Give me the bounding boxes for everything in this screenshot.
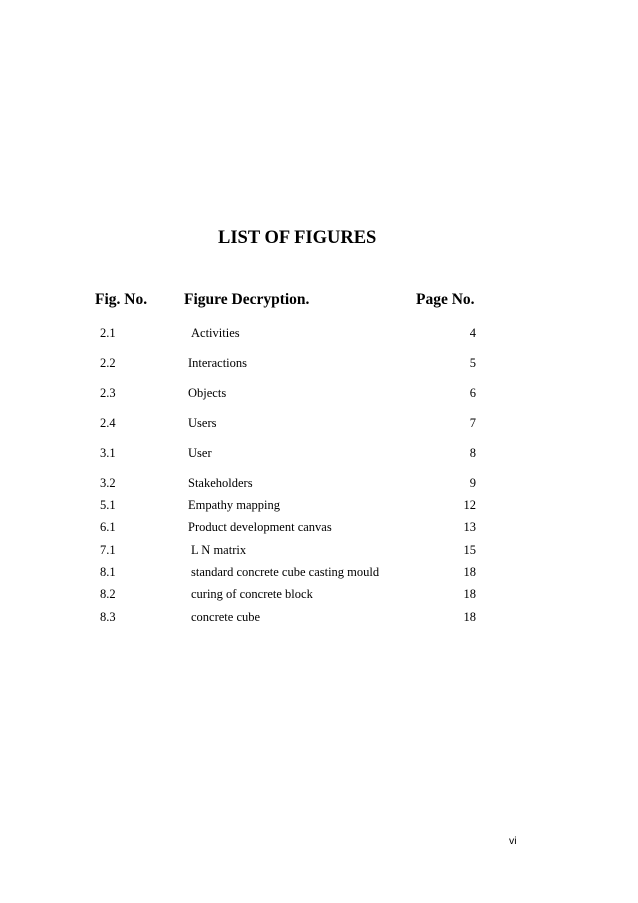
fig-description: concrete cube bbox=[191, 610, 261, 624]
fig-number: 8.3 bbox=[100, 610, 116, 624]
figure-row bbox=[0, 610, 638, 628]
fig-page: 6 bbox=[469, 386, 476, 400]
fig-number: 6.1 bbox=[100, 520, 116, 534]
fig-page: 7 bbox=[469, 416, 476, 430]
fig-description: L N matrix bbox=[191, 543, 247, 557]
figure-row bbox=[0, 446, 638, 464]
fig-description: Empathy mapping bbox=[188, 498, 280, 512]
fig-description: standard concrete cube casting mould bbox=[191, 565, 380, 579]
figure-row bbox=[0, 416, 638, 434]
fig-page: 12 bbox=[463, 498, 476, 512]
fig-description: User bbox=[188, 446, 212, 460]
figure-row bbox=[0, 520, 638, 538]
fig-number: 2.1 bbox=[100, 326, 116, 340]
fig-page: 5 bbox=[469, 356, 476, 370]
fig-number: 3.2 bbox=[100, 476, 116, 490]
figure-row bbox=[0, 476, 638, 494]
page-number: vi bbox=[509, 835, 517, 847]
page-title: LIST OF FIGURES bbox=[218, 228, 377, 248]
fig-page: 8 bbox=[469, 446, 476, 460]
fig-page: 4 bbox=[469, 326, 476, 340]
fig-number: 7.1 bbox=[100, 543, 116, 557]
figure-row bbox=[0, 565, 638, 583]
figure-row bbox=[0, 386, 638, 404]
header-description: Figure Decryption. bbox=[184, 291, 310, 308]
fig-description: Product development canvas bbox=[188, 520, 332, 534]
fig-description: Activities bbox=[191, 326, 240, 340]
figure-row bbox=[0, 543, 638, 561]
figure-row bbox=[0, 498, 638, 516]
figure-row bbox=[0, 326, 638, 344]
fig-description: curing of concrete block bbox=[191, 587, 313, 601]
fig-description: Users bbox=[188, 416, 217, 430]
header-page-no: Page No. bbox=[416, 291, 475, 308]
figure-row bbox=[0, 587, 638, 605]
fig-description: Interactions bbox=[188, 356, 248, 370]
fig-page: 18 bbox=[463, 587, 476, 601]
fig-description: Objects bbox=[188, 386, 227, 400]
header-fig-no: Fig. No. bbox=[95, 291, 148, 308]
fig-description: Stakeholders bbox=[188, 476, 253, 490]
fig-number: 5.1 bbox=[100, 498, 116, 512]
fig-page: 9 bbox=[469, 476, 476, 490]
fig-number: 8.1 bbox=[100, 565, 116, 579]
figure-row bbox=[0, 356, 638, 374]
fig-number: 8.2 bbox=[100, 587, 116, 601]
fig-number: 3.1 bbox=[100, 446, 116, 460]
fig-page: 18 bbox=[463, 565, 476, 579]
fig-page: 15 bbox=[463, 543, 476, 557]
fig-number: 2.4 bbox=[100, 416, 116, 430]
fig-page: 13 bbox=[463, 520, 476, 534]
fig-page: 18 bbox=[463, 610, 476, 624]
fig-number: 2.3 bbox=[100, 386, 116, 400]
fig-number: 2.2 bbox=[100, 356, 116, 370]
